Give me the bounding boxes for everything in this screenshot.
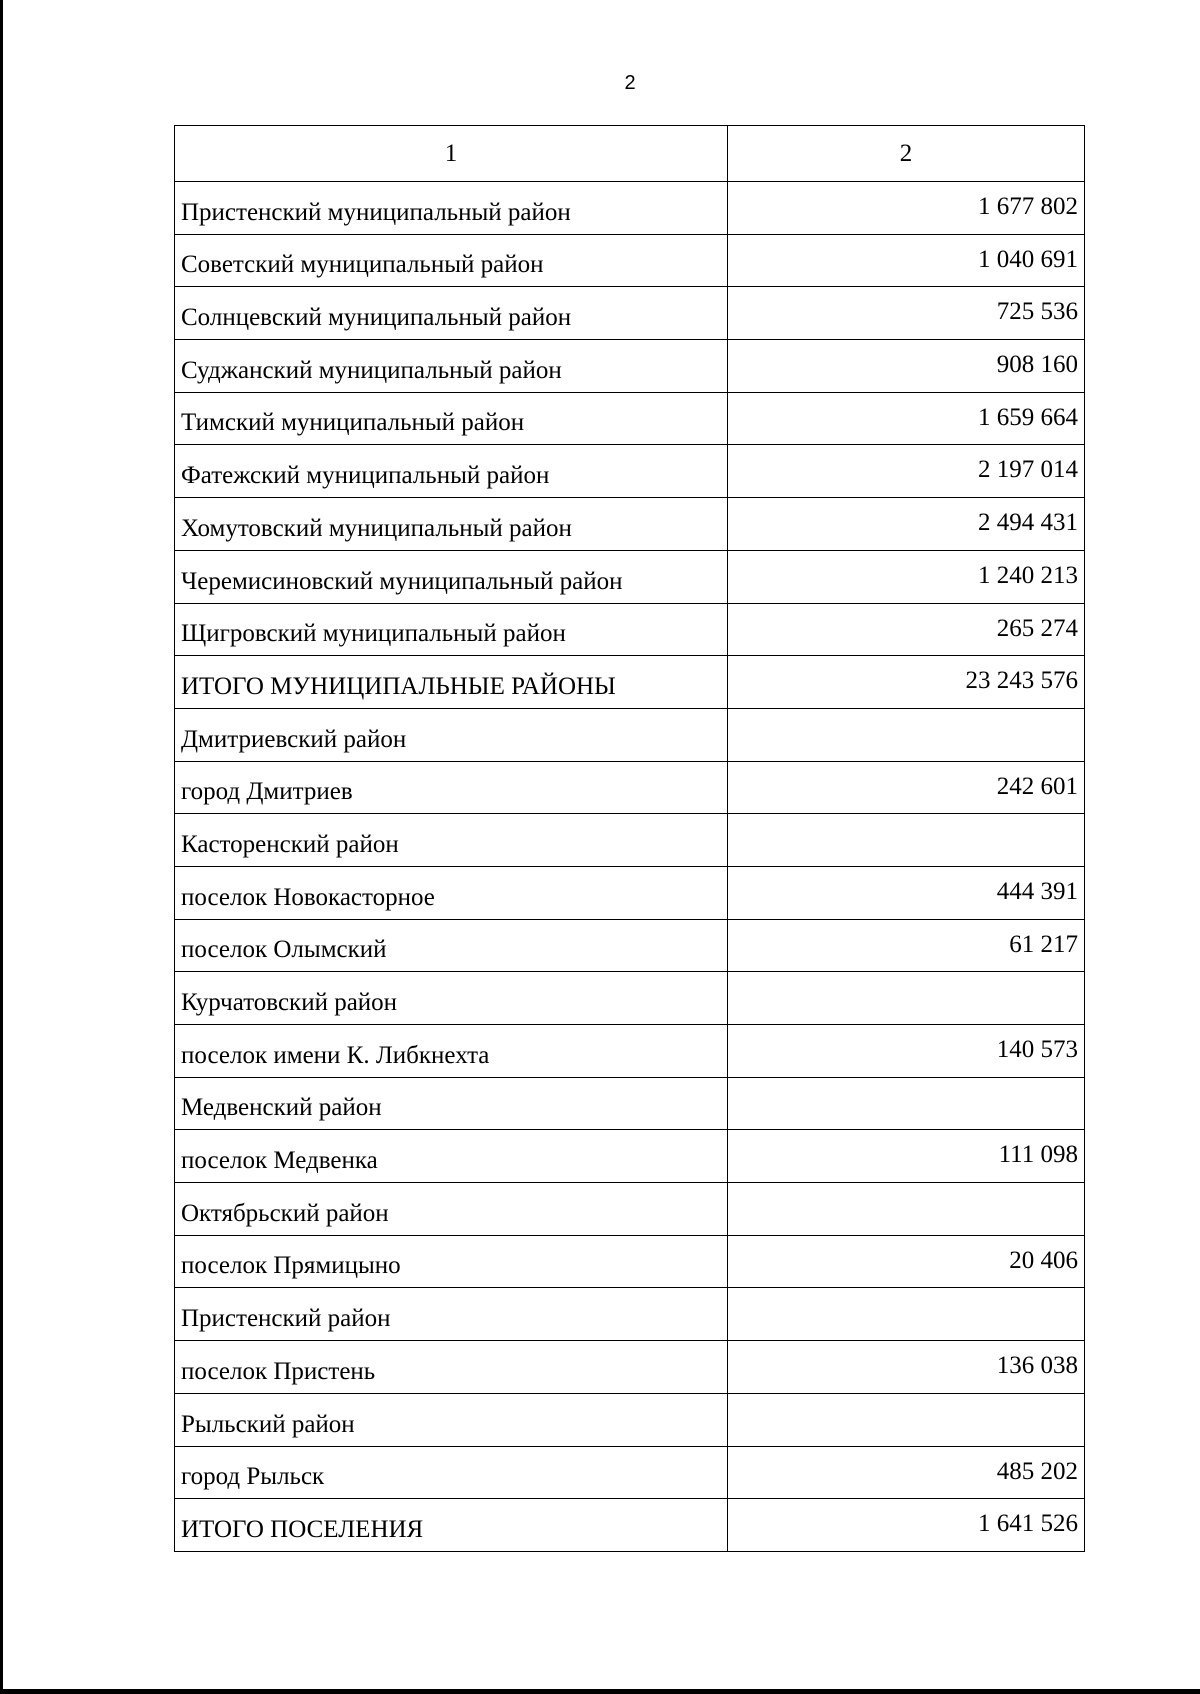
row-name-cell: Советский муниципальный район: [175, 234, 728, 287]
table-row: [175, 656, 1085, 709]
row-name-cell: Тимский муниципальный район: [175, 392, 728, 445]
row-name-cell: поселок Пристень: [175, 1341, 728, 1394]
row-value-cell: [728, 972, 1085, 1025]
row-value-cell: [728, 1183, 1085, 1236]
row-value-cell: 61 217: [728, 919, 1085, 972]
row-name-cell: Солнцевский муниципальный район: [175, 287, 728, 340]
table-row: [175, 814, 1085, 867]
row-name-cell: ИТОГО ПОСЕЛЕНИЯ: [175, 1499, 728, 1552]
table-row: [175, 392, 1085, 445]
table-row: [175, 1077, 1085, 1130]
row-value-cell: [728, 708, 1085, 761]
table-row: [175, 1446, 1085, 1499]
row-value-cell: 1 040 691: [728, 234, 1085, 287]
table-row: [175, 708, 1085, 761]
row-value-cell: [728, 1288, 1085, 1341]
row-value-cell: 111 098: [728, 1130, 1085, 1183]
table-row: [175, 972, 1085, 1025]
row-name-cell: Суджанский муниципальный район: [175, 340, 728, 393]
table-row: [175, 603, 1085, 656]
row-name-cell: поселок имени К. Либкнехта: [175, 1025, 728, 1078]
row-value-cell: 20 406: [728, 1235, 1085, 1288]
row-name-cell: Щигровский муниципальный район: [175, 603, 728, 656]
row-name-cell: Пристенский муниципальный район: [175, 182, 728, 235]
row-value-cell: 23 243 576: [728, 656, 1085, 709]
row-value-cell: 242 601: [728, 761, 1085, 814]
row-name-cell: Касторенский район: [175, 814, 728, 867]
table-row: [175, 919, 1085, 972]
row-value-cell: 140 573: [728, 1025, 1085, 1078]
table-row: [175, 1288, 1085, 1341]
row-name-cell: Хомутовский муниципальный район: [175, 498, 728, 551]
scan-edge-bottom: [0, 1689, 1200, 1694]
row-name-cell: поселок Медвенка: [175, 1130, 728, 1183]
row-value-cell: 725 536: [728, 287, 1085, 340]
row-name-cell: город Дмитриев: [175, 761, 728, 814]
table-row: [175, 182, 1085, 235]
row-value-cell: 265 274: [728, 603, 1085, 656]
row-name-cell: Курчатовский район: [175, 972, 728, 1025]
table-row: [175, 287, 1085, 340]
row-value-cell: 1 240 213: [728, 550, 1085, 603]
row-name-cell: Фатежский муниципальный район: [175, 445, 728, 498]
table-row: [175, 340, 1085, 393]
column-header-2: 2: [728, 126, 1085, 182]
table-row: [175, 1499, 1085, 1552]
row-value-cell: 908 160: [728, 340, 1085, 393]
table-row: [175, 1341, 1085, 1394]
row-value-cell: 1 641 526: [728, 1499, 1085, 1552]
table-body: [175, 126, 1085, 1552]
row-value-cell: 136 038: [728, 1341, 1085, 1394]
table-row: [175, 866, 1085, 919]
table-row: [175, 1235, 1085, 1288]
row-name-cell: Черемисиновский муниципальный район: [175, 550, 728, 603]
table-row: [175, 445, 1085, 498]
row-name-cell: поселок Олымский: [175, 919, 728, 972]
row-name-cell: Рыльский район: [175, 1393, 728, 1446]
row-name-cell: Пристенский район: [175, 1288, 728, 1341]
row-name-cell: Октябрьский район: [175, 1183, 728, 1236]
row-value-cell: 1 677 802: [728, 182, 1085, 235]
row-name-cell: Медвенский район: [175, 1077, 728, 1130]
table-header-row: [175, 126, 1085, 182]
row-value-cell: [728, 1077, 1085, 1130]
scan-edge-left: [0, 0, 3, 1694]
table-row: [175, 550, 1085, 603]
row-name-cell: поселок Прямицыно: [175, 1235, 728, 1288]
table-row: [175, 1130, 1085, 1183]
row-value-cell: [728, 814, 1085, 867]
row-name-cell: Дмитриевский район: [175, 708, 728, 761]
column-header-1: 1: [175, 126, 728, 182]
table-row: [175, 1393, 1085, 1446]
table-row: [175, 761, 1085, 814]
page-number: 2: [624, 72, 636, 94]
row-name-cell: поселок Новокасторное: [175, 866, 728, 919]
table-row: [175, 234, 1085, 287]
row-name-cell: ИТОГО МУНИЦИПАЛЬНЫЕ РАЙОНЫ: [175, 656, 728, 709]
row-name-cell: город Рыльск: [175, 1446, 728, 1499]
row-value-cell: 485 202: [728, 1446, 1085, 1499]
row-value-cell: 2 197 014: [728, 445, 1085, 498]
table-row: [175, 1025, 1085, 1078]
row-value-cell: 2 494 431: [728, 498, 1085, 551]
table-row: [175, 1183, 1085, 1236]
row-value-cell: [728, 1393, 1085, 1446]
row-value-cell: 444 391: [728, 866, 1085, 919]
row-value-cell: 1 659 664: [728, 392, 1085, 445]
table-row: [175, 498, 1085, 551]
data-table: [174, 125, 1085, 1552]
